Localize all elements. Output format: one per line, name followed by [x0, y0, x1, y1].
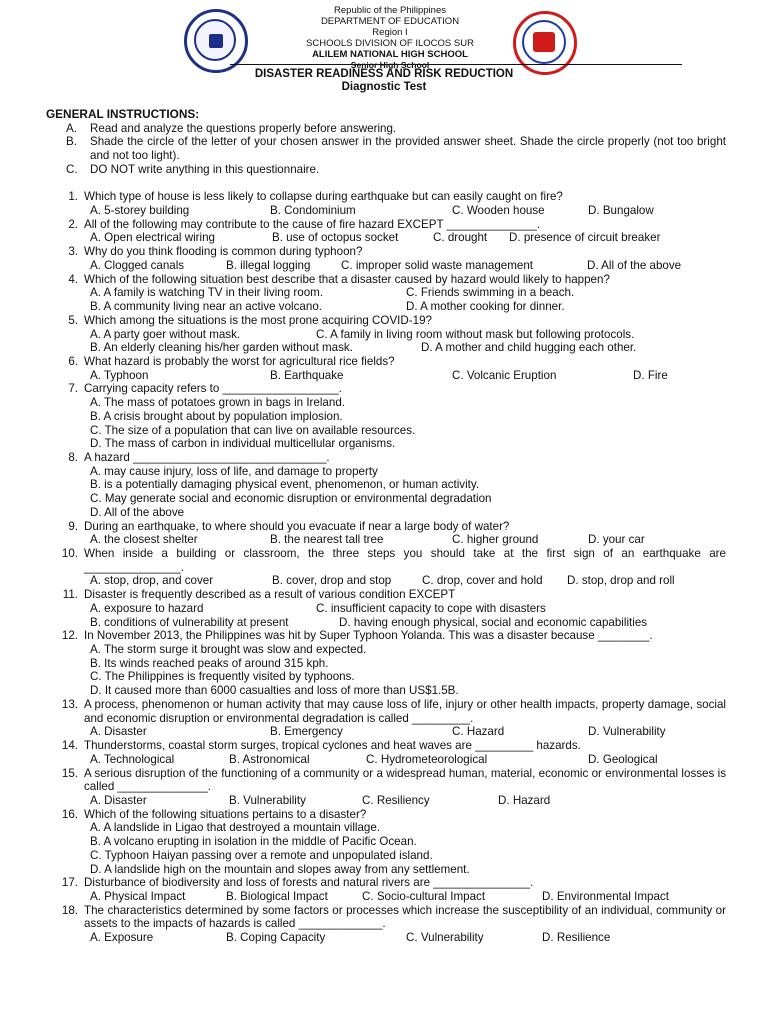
answer-option: C. The size of a population that can live on available resources. [90, 423, 416, 437]
options-row [46, 396, 726, 410]
question-number: 5. [68, 313, 78, 327]
question-number: 4. [68, 272, 78, 286]
answer-option: A. The mass of potatoes grown in bags in Ireland. [90, 396, 345, 410]
options-row [46, 890, 726, 904]
question-number: 1. [68, 190, 78, 204]
question-text: In November 2013, the Philippines was hit by Super Typhoon Yolanda. This was a disaster because ________. [84, 629, 653, 643]
answer-option: A. stop, drop, and cover [90, 574, 214, 588]
question-text: When inside a building or classroom, the three steps you should take at the first sign of an earthquake are _______________. [84, 547, 726, 574]
options-row [46, 835, 726, 849]
instruction-item [46, 135, 726, 162]
answer-option: C. Typhoon Haiyan passing over a remote and unpopulated island. [90, 848, 433, 862]
answer-option: A. Disaster [90, 793, 147, 807]
question-item [46, 451, 726, 520]
school-name: ALILEM NATIONAL HIGH SCHOOL [312, 49, 468, 60]
question-text: Disturbance of biodiversity and loss of forests and natural rivers are _______________. [84, 876, 534, 890]
header-line: DEPARTMENT OF EDUCATION [320, 16, 460, 27]
answer-option: D. stop, drop and roll [567, 574, 675, 588]
question-text: The characteristics determined by some factors or processes which increase the susceptibility of an individual, community or assets to the impacts of hazards is called _____________. [84, 903, 726, 931]
answer-option: C. Socio-cultural Impact [362, 889, 486, 903]
options-row [46, 478, 726, 492]
instruction-text: Read and analyze the questions properly before answering. [90, 121, 397, 135]
header-divider [230, 64, 682, 65]
answer-option: B. illegal logging [226, 258, 311, 272]
options-row [46, 410, 726, 424]
answer-option: D. Geological [588, 752, 658, 766]
question-item [46, 767, 726, 808]
question-item [46, 739, 726, 766]
question-number: 18. [61, 903, 78, 917]
answer-option: B. the nearest tall tree [270, 533, 384, 547]
options-row [46, 574, 726, 588]
question-number: 16. [61, 807, 78, 821]
question-number: 13. [61, 697, 78, 711]
header-lines [230, 5, 550, 71]
answer-option: C. Volcanic Eruption [452, 368, 557, 382]
answer-option: A. A party goer without mask. [90, 327, 241, 341]
answer-option: A. A family is watching TV in their living room. [90, 286, 324, 300]
answer-option: C. higher ground [452, 533, 539, 547]
question-number: 6. [68, 354, 78, 368]
options-row [46, 725, 726, 739]
instruction-letter: B. [66, 135, 77, 149]
question-item [46, 588, 726, 629]
options-row [46, 533, 726, 547]
instruction-text: DO NOT write anything in this questionnaire. [90, 162, 320, 176]
answer-option: D. A mother cooking for dinner. [406, 300, 565, 314]
answer-option: B. Vulnerability [229, 793, 306, 807]
instruction-item [46, 122, 726, 136]
answer-option: B. Its winds reached peaks of around 315 kph. [90, 656, 329, 670]
answer-option: B. A volcano erupting in isolation in the middle of Pacific Ocean. [90, 835, 417, 849]
options-row [46, 931, 726, 945]
answer-option: B. conditions of vulnerability at present [90, 615, 289, 629]
options-row [46, 259, 726, 273]
answer-option: B. Coping Capacity [226, 931, 326, 945]
question-stem [46, 451, 726, 465]
question-text: Which type of house is less likely to collapse during earthquake but can easily caught on fire? [84, 190, 563, 204]
answer-option: A. The storm surge it brought was slow and expected. [90, 643, 367, 657]
instruction-text: Shade the circle of the letter of your chosen answer in the provided answer sheet. Shade the circle properly (not too bright and not too light). [90, 135, 726, 163]
school-level: Senior High School [350, 60, 430, 70]
question-number: 7. [68, 382, 78, 396]
document-title [0, 68, 768, 94]
answer-option: D. The mass of carbon in individual multicellular organisms. [90, 437, 396, 451]
question-text: Which of the following situation best describe that a disaster caused by hazard would likely to happen? [84, 272, 610, 286]
answer-option: B. Earthquake [270, 368, 344, 382]
options-row [46, 616, 726, 630]
answer-option: A. Clogged canals [90, 258, 185, 272]
answer-option: A. Technological [90, 752, 175, 766]
document-header [0, 2, 768, 70]
question-text: Which of the following situations pertains to a disaster? [84, 807, 367, 821]
answer-option: B. A community living near an active volcano. [90, 300, 322, 314]
answer-option: B. An elderly cleaning his/her garden without mask. [90, 341, 353, 355]
question-number: 3. [68, 245, 78, 259]
question-stem [46, 190, 726, 204]
answer-option: B. cover, drop and stop [272, 574, 392, 588]
answer-option: D. Bungalow [588, 204, 654, 218]
answer-option: D. Environmental Impact [542, 889, 669, 903]
answer-option: C. drought [433, 231, 488, 245]
question-stem [46, 355, 726, 369]
question-item [46, 314, 726, 355]
question-text: All of the following may contribute to the cause of fire hazard EXCEPT ______________. [84, 217, 541, 231]
answer-option: B. use of octopus socket [272, 231, 399, 245]
question-number: 17. [61, 876, 78, 890]
answer-option: D. All of the above [90, 505, 185, 519]
options-row [46, 863, 726, 877]
options-row [46, 341, 726, 355]
answer-option: A. Open electrical wiring [90, 231, 216, 245]
answer-option: A. exposure to hazard [90, 601, 204, 615]
question-stem [46, 245, 726, 259]
options-row [46, 849, 726, 863]
options-row [46, 670, 726, 684]
question-item [46, 547, 726, 588]
question-text: Carrying capacity refers to __________________. [84, 382, 342, 396]
question-number: 12. [61, 629, 78, 643]
question-item [46, 629, 726, 698]
answer-option: D. A landslide high on the mountain and slopes away from any settlement. [90, 862, 470, 876]
instruction-letter: C. [66, 162, 78, 176]
answer-option: D. having enough physical, social and economic capabilities [339, 615, 648, 629]
options-row [46, 437, 726, 451]
answer-option: D. Fire [633, 368, 668, 382]
options-row [46, 821, 726, 835]
answer-option: C. May generate social and economic disruption or environmental degradation [90, 492, 492, 506]
answer-option: A. A landslide in Ligao that destroyed a mountain village. [90, 821, 381, 835]
answer-option: C. Vulnerability [406, 931, 484, 945]
answer-option: B. Biological Impact [226, 889, 328, 903]
options-row [46, 684, 726, 698]
answer-option: C. Hydrometeorological [366, 752, 488, 766]
answer-option: A. Disaster [90, 725, 147, 739]
answer-option: C. drop, cover and hold [422, 574, 543, 588]
question-stem [46, 273, 726, 287]
options-row [46, 506, 726, 520]
options-row [46, 369, 726, 383]
answer-option: A. Exposure [90, 931, 154, 945]
answer-option: C. insufficient capacity to cope with disasters [316, 601, 546, 615]
header-line: Republic of the Philippines [334, 5, 446, 16]
question-text: Disaster is frequently described as a result of various condition EXCEPT [84, 588, 456, 602]
question-stem [46, 808, 726, 822]
answer-option: A. Typhoon [90, 368, 149, 382]
question-stem [46, 629, 726, 643]
answer-option: C. improper solid waste management [341, 258, 534, 272]
question-number: 8. [68, 450, 78, 464]
question-number: 15. [61, 766, 78, 780]
options-row [46, 602, 726, 616]
question-item [46, 698, 726, 739]
header-line: Region I [372, 27, 408, 38]
options-row [46, 657, 726, 671]
question-stem [46, 547, 726, 574]
test-subtitle: Diagnostic Test [341, 81, 427, 93]
question-stem [46, 218, 726, 232]
question-stem [46, 876, 726, 890]
question-text: A serious disruption of the functioning of a community or a widespread human, material, economic or environmental losses is called ______________. [84, 766, 726, 794]
question-item [46, 876, 726, 903]
question-item [46, 520, 726, 547]
question-item [46, 273, 726, 314]
question-stem [46, 588, 726, 602]
options-row [46, 328, 726, 342]
options-row [46, 204, 726, 218]
question-text: Thunderstorms, coastal storm surges, tropical cyclones and heat waves are _________ hazards. [84, 739, 581, 753]
question-stem [46, 382, 726, 396]
question-stem [46, 739, 726, 753]
question-stem [46, 520, 726, 534]
answer-option: D. Hazard [498, 793, 551, 807]
question-text: A hazard ______________________________. [84, 450, 330, 464]
question-item [46, 904, 726, 945]
question-item [46, 218, 726, 245]
school-seal-icon [513, 11, 577, 75]
question-item [46, 245, 726, 272]
options-row [46, 286, 726, 300]
question-number: 10. [61, 547, 78, 560]
question-item [46, 808, 726, 877]
question-item [46, 190, 726, 217]
answer-option: A. the closest shelter [90, 533, 198, 547]
answer-option: B. is a potentially damaging physical event, phenomenon, or human activity. [90, 478, 480, 492]
answer-option: B. Astronomical [229, 752, 310, 766]
options-row [46, 794, 726, 808]
question-text: A process, phenomenon or human activity that may cause loss of life, injury or other health impacts, property damage, social and economic disruption or environmental degradation is called _________. [84, 697, 726, 725]
options-row [46, 643, 726, 657]
instruction-letter: A. [66, 121, 77, 135]
question-stem [46, 767, 726, 794]
question-text: Why do you think flooding is common during typhoon? [84, 245, 363, 259]
answer-option: D. Vulnerability [588, 725, 666, 739]
answer-option: C. Wooden house [452, 204, 545, 218]
options-row [46, 753, 726, 767]
question-item [46, 355, 726, 382]
question-text: Which among the situations is the most prone acquiring COVID-19? [84, 313, 432, 327]
options-row [46, 492, 726, 506]
question-stem [46, 904, 726, 931]
question-item [46, 382, 726, 451]
instruction-item [46, 163, 726, 177]
answer-option: D. All of the above [587, 258, 682, 272]
test-content [46, 108, 726, 945]
answer-option: C. Hazard [452, 725, 505, 739]
answer-option: D. your car [588, 533, 645, 547]
options-row [46, 300, 726, 314]
answer-option: B. A crisis brought about by population implosion. [90, 409, 343, 423]
question-text: During an earthquake, to where should you evacuate if near a large body of water? [84, 519, 510, 533]
question-stem [46, 314, 726, 328]
question-number: 2. [68, 217, 78, 231]
answer-option: C. A family in living room without mask but following protocols. [316, 327, 635, 341]
question-number: 11. [62, 588, 78, 602]
answer-option: C. Resiliency [362, 793, 430, 807]
spacer [46, 177, 726, 191]
question-number: 14. [61, 739, 78, 753]
question-stem [46, 698, 726, 725]
answer-option: A. may cause injury, loss of life, and damage to property [90, 464, 378, 478]
answer-option: C. The Philippines is frequently visited by typhoons. [90, 670, 355, 684]
answer-option: B. Condominium [270, 204, 356, 218]
options-row [46, 424, 726, 438]
options-row [46, 465, 726, 479]
answer-option: B. Emergency [270, 725, 343, 739]
question-number: 9. [68, 519, 78, 533]
answer-option: D. presence of circuit breaker [509, 231, 661, 245]
answer-option: C. Friends swimming in a beach. [406, 286, 575, 300]
answer-option: A. 5-storey building [90, 204, 190, 218]
answer-option: D. It caused more than 6000 casualties and loss of more than US$1.5B. [90, 684, 459, 698]
answer-option: D. A mother and child hugging each other. [421, 341, 637, 355]
instructions-heading: GENERAL INSTRUCTIONS: [46, 107, 200, 121]
question-text: What hazard is probably the worst for agricultural rice fields? [84, 354, 395, 368]
header-line: SCHOOLS DIVISION OF ILOCOS SUR [306, 38, 474, 49]
test-title: DISASTER READINESS AND RISK REDUCTION [254, 68, 514, 80]
answer-option: D. Resilience [542, 931, 611, 945]
options-row [46, 231, 726, 245]
answer-option: A. Physical Impact [90, 889, 186, 903]
